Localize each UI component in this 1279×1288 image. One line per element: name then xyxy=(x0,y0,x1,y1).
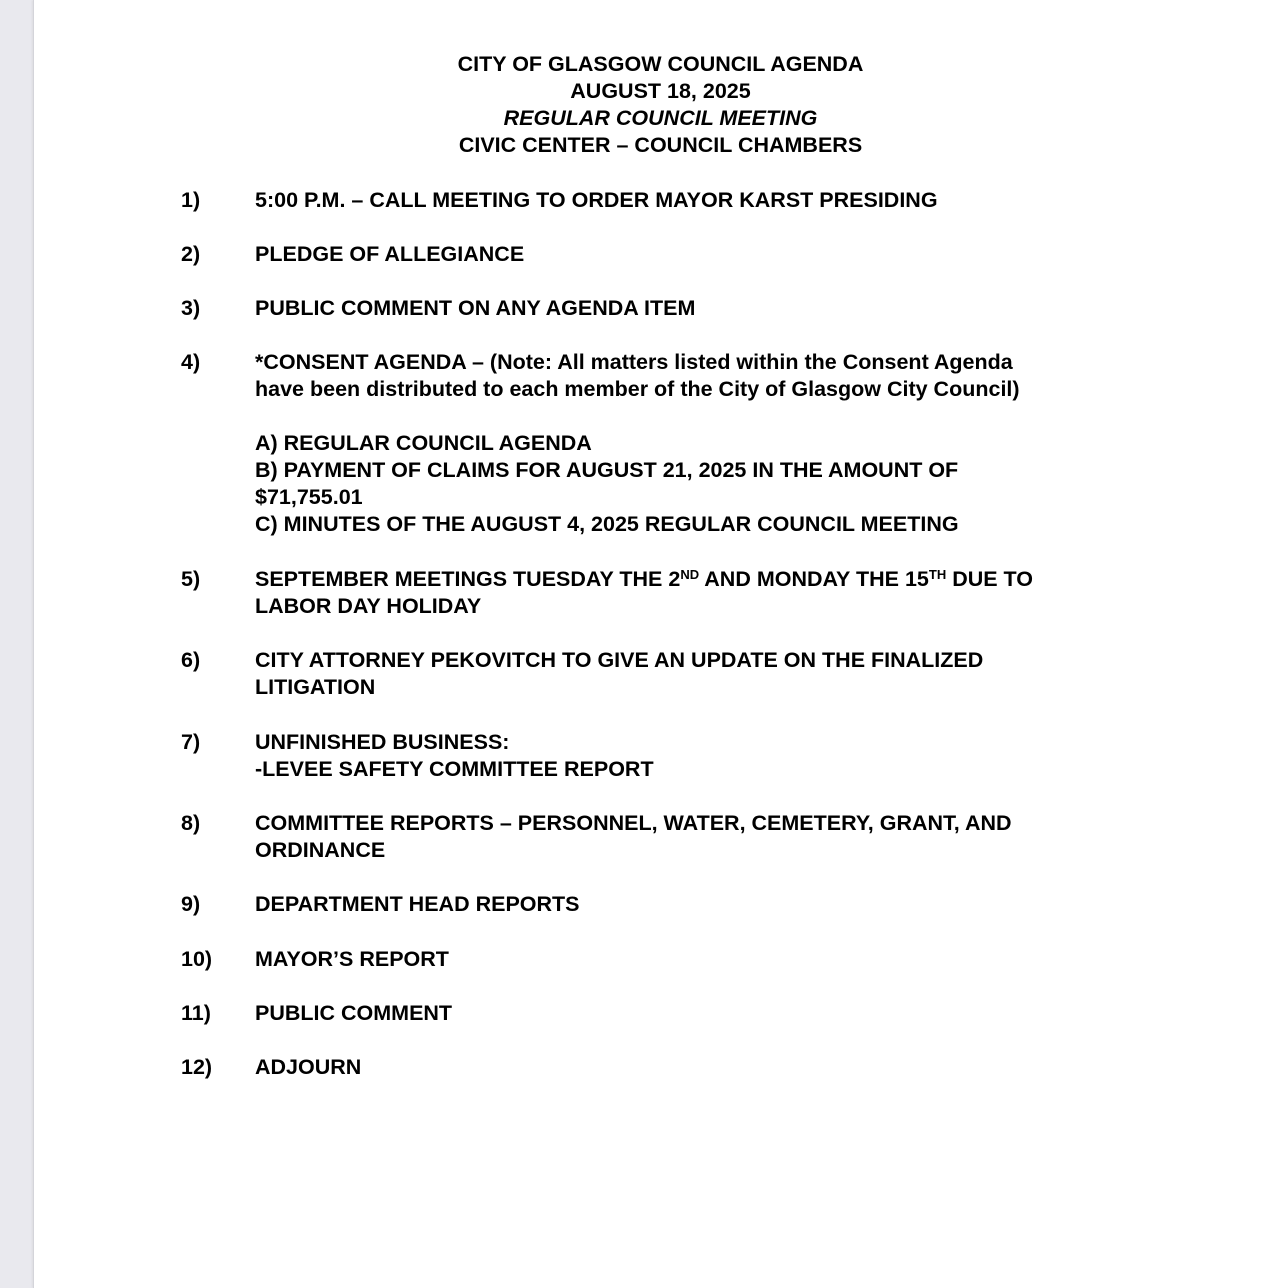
agenda-header xyxy=(34,51,1279,159)
item-text: MAYOR’S REPORT xyxy=(255,947,449,971)
ordinal-suffix: TH xyxy=(928,567,947,582)
item-text: DEPARTMENT HEAD REPORTS xyxy=(255,892,580,916)
item-text: ADJOURN xyxy=(255,1055,362,1079)
item-number: 5) xyxy=(181,567,201,591)
item-text: PUBLIC COMMENT xyxy=(255,1001,453,1025)
header-date: AUGUST 18, 2025 xyxy=(570,79,751,103)
header-title: CITY OF GLASGOW COUNCIL AGENDA xyxy=(457,52,864,76)
consent-subitem-b: B) PAYMENT OF CLAIMS FOR AUGUST 21, 2025 IN THE AMOUNT OF xyxy=(255,458,959,482)
item-text: SEPTEMBER MEETINGS TUESDAY THE 2ND AND MONDAY THE 15TH DUE TO xyxy=(255,567,1034,591)
consent-subitem-b-amount: $71,755.01 xyxy=(255,485,363,509)
item-text: have been distributed to each member of the City of Glasgow City Council) xyxy=(255,377,1020,401)
item-number: 6) xyxy=(181,648,201,672)
item-text: LITIGATION xyxy=(255,675,376,699)
item-number: 4) xyxy=(181,350,201,374)
item-text: COMMITTEE REPORTS – PERSONNEL, WATER, CEMETERY, GRANT, AND xyxy=(255,811,1012,835)
consent-subitem-a: A) REGULAR COUNCIL AGENDA xyxy=(255,431,592,455)
item-text: UNFINISHED BUSINESS: xyxy=(255,730,510,754)
item-text: PUBLIC COMMENT ON ANY AGENDA ITEM xyxy=(255,296,696,320)
item-number: 7) xyxy=(181,730,201,754)
item-number: 12) xyxy=(181,1055,213,1079)
item-text: ORDINANCE xyxy=(255,838,386,862)
item-number: 10) xyxy=(181,947,213,971)
item-text: PLEDGE OF ALLEGIANCE xyxy=(255,242,525,266)
item-number: 9) xyxy=(181,892,201,916)
item-number: 8) xyxy=(181,811,201,835)
header-meeting-type: REGULAR COUNCIL MEETING xyxy=(503,106,818,130)
ordinal-suffix: ND xyxy=(680,567,700,582)
item-text: LABOR DAY HOLIDAY xyxy=(255,594,482,618)
document-page xyxy=(33,0,1279,1288)
item-text: -LEVEE SAFETY COMMITTEE REPORT xyxy=(255,757,654,781)
item-number: 2) xyxy=(181,242,201,266)
item-text: 5:00 P.M. – CALL MEETING TO ORDER MAYOR KARST PRESIDING xyxy=(255,188,938,212)
consent-subitem-c: C) MINUTES OF THE AUGUST 4, 2025 REGULAR COUNCIL MEETING xyxy=(255,512,959,536)
item-number: 1) xyxy=(181,188,201,212)
header-location: CIVIC CENTER – COUNCIL CHAMBERS xyxy=(458,133,863,157)
item-number: 3) xyxy=(181,296,201,320)
item-text: *CONSENT AGENDA – (Note: All matters listed within the Consent Agenda xyxy=(255,350,1013,374)
item-text: CITY ATTORNEY PEKOVITCH TO GIVE AN UPDATE ON THE FINALIZED xyxy=(255,648,984,672)
item-number: 11) xyxy=(181,1001,211,1025)
